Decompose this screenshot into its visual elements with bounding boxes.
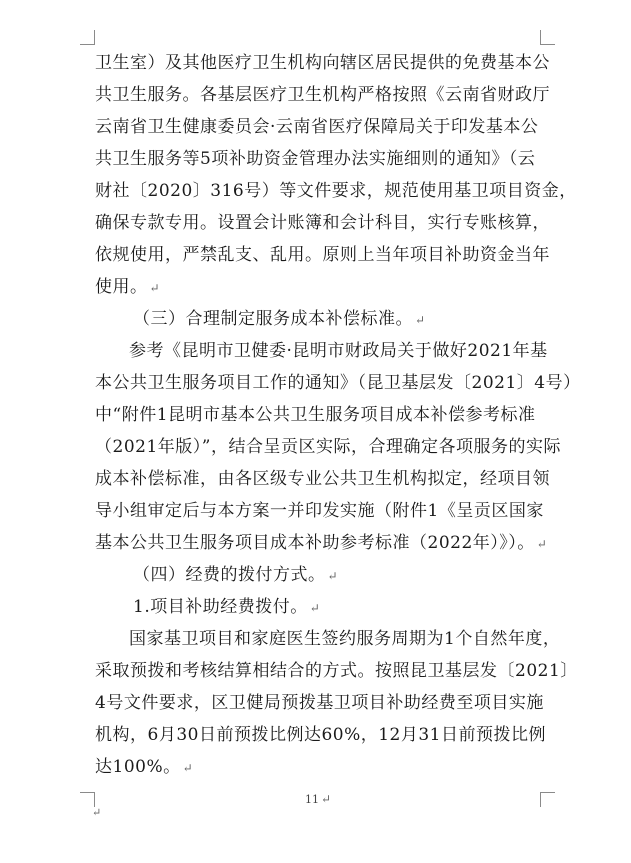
text-line: 国家基卫项目和家庭医生签约服务周期为1个自然年度，	[129, 629, 561, 649]
text-line-with-mark	[95, 757, 193, 778]
text-line: 中“附件1昆明市基本公共卫生服务项目成本补偿参考标准	[95, 405, 536, 425]
paragraph-mark-icon: ↵	[415, 313, 426, 327]
paragraph-mark-icon: ↵	[92, 806, 102, 819]
text-line: 卫生室）及其他医疗卫生机构向辖区居民提供的免费基本公	[95, 53, 550, 73]
section-heading-4	[133, 565, 338, 586]
text-line: 导小组审定后与本方案一并印发实施（附件1《呈贡区国家	[95, 501, 544, 521]
crop-mark-top-right	[540, 30, 555, 45]
text-line: 4号文件要求，区卫健局预拨基卫项目补助经费至项目实施	[95, 693, 544, 713]
section-heading-3	[133, 309, 426, 330]
text-span: 1.项目补助经费拨付。	[133, 597, 308, 617]
text-line: 共卫生服务等5项补助资金管理办法实施细则的通知》（云	[95, 149, 536, 169]
text-line: 成本补偿标准，由各区级专业公共卫生机构拟定，经项目领	[95, 469, 550, 489]
page-number	[305, 792, 331, 806]
text-line: 本公共卫生服务项目工作的通知》（昆卫基层发〔2021〕4号）	[95, 373, 581, 393]
page-number-text: 11	[305, 793, 319, 806]
paragraph-mark-icon: ↵	[182, 761, 194, 775]
text-line-with-mark	[95, 277, 160, 298]
text-span: 使用。	[95, 277, 148, 297]
text-span: 达100%。	[95, 757, 181, 777]
paragraph-mark-icon: ↵	[536, 537, 548, 551]
paragraph-mark-icon: ↵	[327, 569, 339, 583]
text-line: 参考《昆明市卫健委·昆明市财政局关于做好2021年基	[129, 341, 548, 361]
text-line: 财社〔2020〕316号）等文件要求，规范使用基卫项目资金，	[95, 181, 577, 201]
text-line: 采取预拨和考核结算相结合的方式。按照昆卫基层发〔2021〕	[95, 661, 578, 681]
text-line: 确保专款专用。设置会计账簿和会计科目，实行专账核算，	[95, 213, 550, 233]
text-line: 云南省卫生健康委员会·云南省医疗保障局关于印发基本公	[95, 117, 539, 137]
subheading-1	[133, 597, 320, 618]
text-line: （2021年版）”，结合呈贡区实际，合理确定各项服务的实际	[95, 437, 561, 457]
crop-mark-bottom-left	[80, 792, 95, 807]
text-line: 依规使用，严禁乱支、乱用。原则上当年项目补助资金当年	[95, 245, 550, 265]
crop-mark-top-left	[80, 30, 95, 45]
paragraph-mark-icon: ↵	[321, 792, 332, 806]
text-line-with-mark	[95, 533, 547, 554]
crop-mark-bottom-right	[540, 792, 555, 807]
text-line: 共卫生服务。各基层医疗卫生机构严格按照《云南省财政厅	[95, 85, 550, 105]
paragraph-mark-icon: ↵	[149, 281, 161, 295]
text-span: （三）合理制定服务成本补偿标准。	[133, 309, 413, 329]
text-span: （四）经费的拨付方式。	[133, 565, 326, 585]
text-line: 机构，6月30日前预拨比例达60%，12月31日前预拨比例	[95, 725, 546, 745]
paragraph-mark-icon: ↵	[309, 601, 321, 615]
text-span: 基本公共卫生服务项目成本补助参考标准（2022年）》）。	[95, 533, 535, 553]
